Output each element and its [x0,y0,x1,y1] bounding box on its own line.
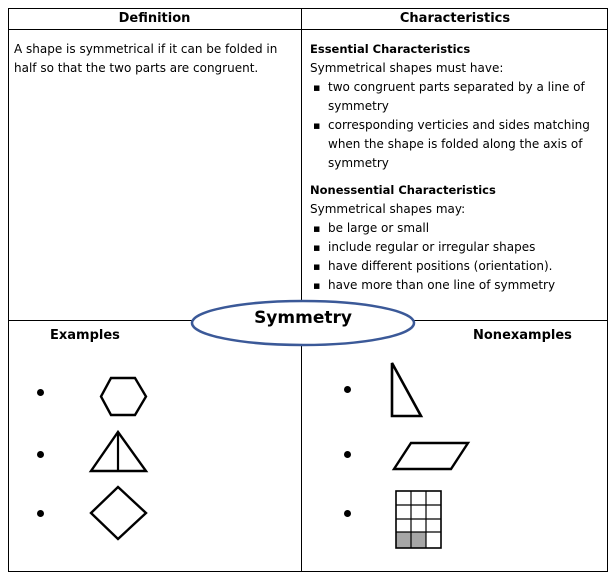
list-item: ▪ corresponding verticies and sides matching when the shape is folded along the axis of symmetry [310,116,602,173]
center-term: Symmetry [254,308,352,328]
list-item: ▪ two congruent parts separated by a line of symmetry [310,78,602,116]
definition-title: Definition [118,11,191,26]
definition-text: A shape is symmetrical if it can be folded in half so that the two parts are congruent. [14,42,278,75]
nonexamples-title: Nonexamples [473,328,572,343]
essential-intro: Symmetrical shapes must have: [310,61,504,75]
characteristics-title: Characteristics [399,11,511,26]
bullet-dot [344,451,351,458]
hexagon-icon [100,377,148,417]
grid-icon [395,490,443,550]
parallelogram-icon [393,441,471,471]
characteristics-content [310,40,602,303]
bullet-dot [37,451,44,458]
examples-title: Examples [50,328,120,343]
nonessential-heading: Nonessential Characteristics [310,183,496,197]
list-item: ▪ be large or small [310,219,602,238]
triangle-with-axis-icon [90,431,148,473]
bullet-dot [344,510,351,517]
bullet-dot [344,386,351,393]
vertical-divider [301,8,302,572]
list-item: ▪ have more than one line of symmetry [310,276,602,295]
essential-heading: Essential Characteristics [310,42,471,56]
nonessential-list [310,219,602,295]
essential-list [310,78,602,173]
header-divider [8,29,608,30]
right-triangle-icon [390,361,424,419]
bullet-dot [37,510,44,517]
bullet-dot [37,389,44,396]
list-item: ▪ include regular or irregular shapes [310,238,602,257]
diamond-icon [90,486,148,542]
nonessential-intro: Symmetrical shapes may: [310,202,466,216]
list-item: ▪ have different positions (orientation). [310,257,602,276]
